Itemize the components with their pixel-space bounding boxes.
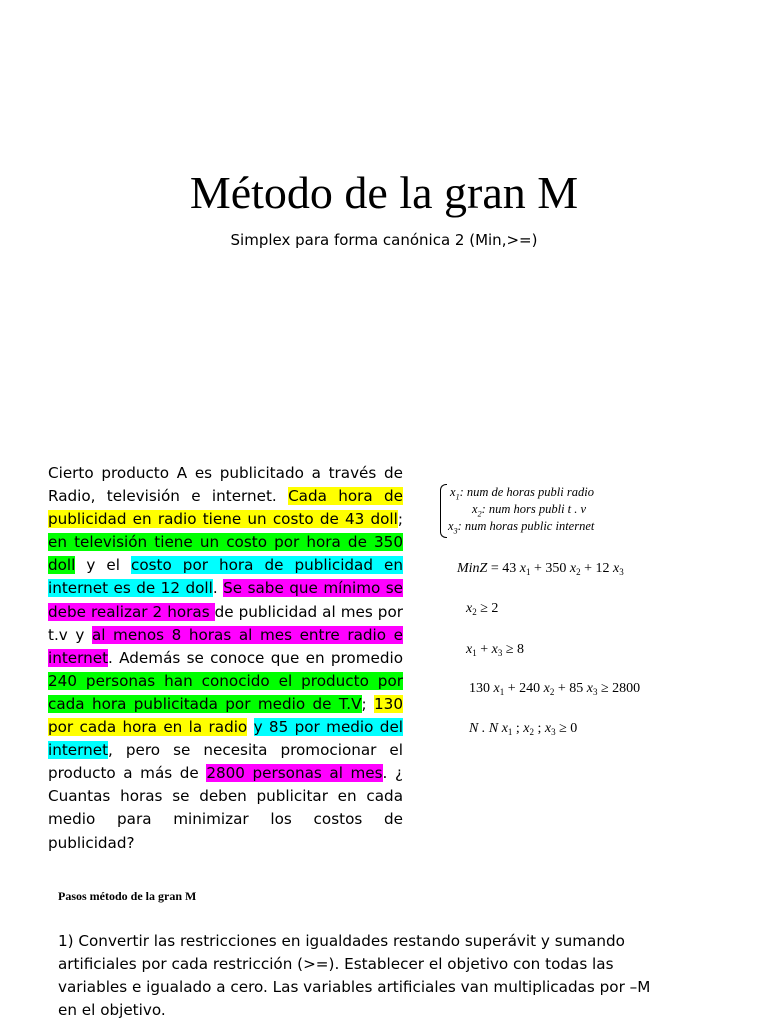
highlight-tv-reach: 240 personas han conocido el producto por cada hora publicitada por medio de T.V: [48, 671, 403, 713]
step-1-text: 1) Convertir las restricciones en igualdades restando superávit y sumando artificiales por cada restricción (>=). Establecer el objetivo con todas las variables e igualado a cero. Las variables artificiales van multiplicadas por –M en el objetivo.: [58, 932, 651, 1019]
highlight-internet-cost: costo por hora de publicidad en internet es de 12 doll: [48, 556, 403, 598]
constraint-2: $x_1 + x_3 \ge 8$: [466, 642, 525, 658]
highlight-tv-minimum: Se sabe que mínimo se debe realizar 2 horas: [48, 579, 404, 621]
highlight-radio-internet-minimum: al menos 8 horas al mes entre radio e internet: [48, 625, 403, 667]
variable-x1: $x_1$: num de horas publi radio: [450, 485, 594, 502]
problem-text: , pero se necesita promocionar el producto a más de: [48, 741, 403, 783]
highlight-radio-cost: Cada hora de publicidad en radio tiene un costo de 43 doll: [48, 487, 404, 529]
constraint-1: $x_2 \ge 2$: [466, 601, 499, 617]
left-brace: [440, 484, 447, 538]
page-title: Método de la gran M: [189, 167, 579, 218]
page-subtitle: Simplex para forma canónica 2 (Min,>=): [230, 231, 538, 249]
objective-function: MinZ = 43 $x_1 + 350$ $x_2 + 12$ $x_3$: [457, 561, 624, 577]
non-negativity-constraint: N . N $x_1$ ; $x_2$ ; $x_3 \ge 0$: [469, 721, 578, 737]
constraint-3: 130 $x_1 + 240$ $x_2 + 85$ $x_3 \ge 2800$: [469, 681, 641, 697]
problem-text: Cierto producto A es publicitado a través de Radio, televisión e internet.: [48, 464, 403, 506]
problem-text: . Además se conoce que en promedio: [108, 648, 403, 667]
problem-text: de publicidad al mes por t.v y: [48, 602, 403, 644]
problem-text: ;: [397, 510, 403, 529]
problem-text: .: [212, 579, 224, 598]
highlight-internet-reach: y 85 por medio del internet: [48, 718, 404, 760]
problem-text: y el: [75, 556, 131, 575]
problem-statement: [48, 462, 403, 855]
highlight-reach-target: 2800 personas al mes: [206, 764, 383, 783]
highlight-tv-cost: en televisión tiene un costo por hora de 350 doll: [48, 533, 403, 575]
variable-x3: $x_3$: num horas public internet: [448, 519, 595, 536]
problem-text: ;: [361, 694, 374, 713]
problem-text: . ¿ Cuantas horas se deben publicitar en cada medio para minimizar los costos de publicidad?: [48, 764, 404, 852]
highlight-radio-reach: 130 por cada hora en la radio: [48, 694, 403, 737]
problem-text: [247, 718, 253, 736]
steps-heading: Pasos método de la gran M: [58, 889, 197, 903]
variable-definitions: [440, 482, 660, 542]
variable-x2: $x_2$: num hors publi t . v: [472, 502, 587, 519]
